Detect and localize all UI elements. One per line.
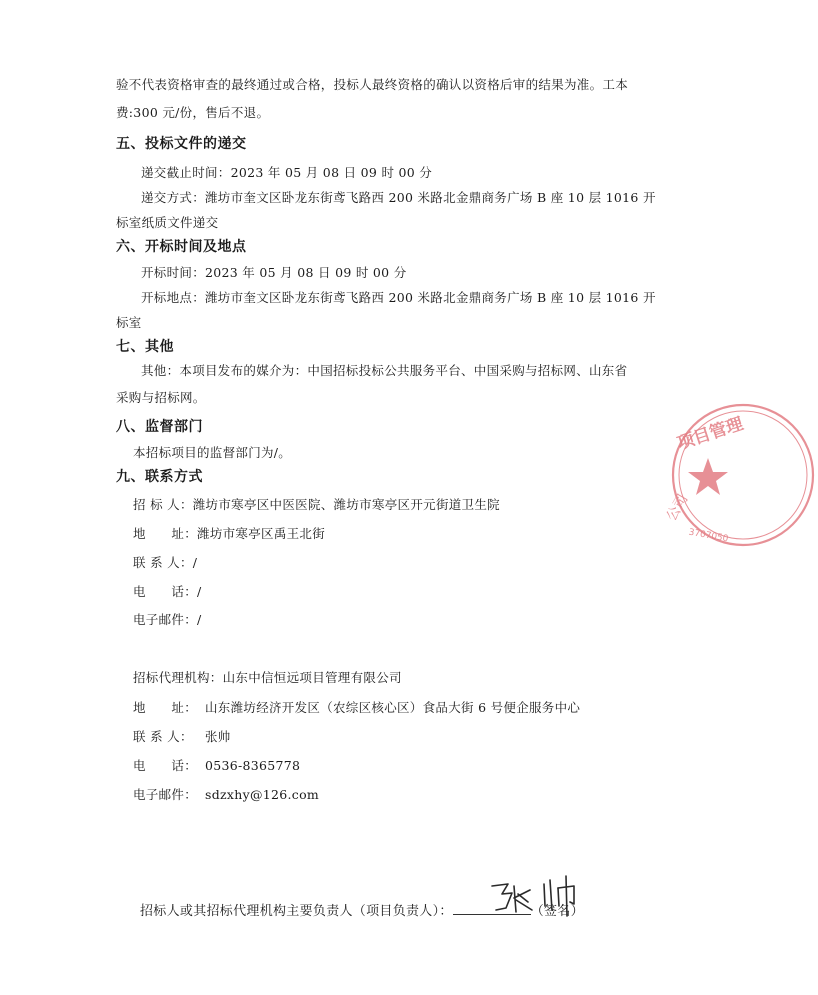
handwritten-signature: [488, 872, 588, 922]
official-seal: [663, 400, 818, 550]
agency-email-row: [133, 787, 319, 803]
section-heading-supervision: 八、监督部门: [116, 419, 203, 435]
agency-phone-row: [133, 758, 300, 774]
tenderer-name-row: [133, 497, 500, 513]
svg-text:3707050: 3707050: [687, 527, 730, 545]
section-heading-other: 七、其他: [116, 339, 174, 355]
tenderer-address-row: [133, 526, 325, 542]
tenderer-phone-value: /: [197, 584, 202, 599]
agency-address-value: 山东潍坊经济开发区（农综区核心区）食品大街 6 号便企服务中心: [205, 700, 581, 715]
agency-name-value: 山东中信恒远项目管理有限公司: [222, 670, 402, 685]
tenderer-contact-row: [133, 555, 197, 571]
submission-method-line-2: 标室纸质文件递交: [116, 215, 219, 230]
agency-contact-label: 联 系 人：: [133, 729, 193, 744]
opening-place-line-1: 开标地点：潍坊市奎文区卧龙东街鸢飞路西 200 米路北金鼎商务广场 B 座 10 层 1016 开: [141, 290, 656, 305]
supervision-line: 本招标项目的监督部门为/。: [133, 445, 292, 460]
agency-name-row: [133, 670, 402, 686]
tenderer-address-label: 地 址：: [133, 526, 198, 541]
signature-label: 招标人或其招标代理机构主要负责人（项目负责人）：: [140, 904, 453, 919]
tenderer-email-label: 电子邮件：: [133, 612, 198, 627]
other-line-1: 其他：本项目发布的媒介为：中国招标投标公共服务平台、中国采购与招标网、山东省: [141, 363, 628, 378]
section-heading-submission: 五、投标文件的递交: [116, 136, 247, 152]
tenderer-contact-label: 联 系 人：: [133, 555, 193, 570]
tenderer-phone-row: [133, 584, 202, 600]
agency-contact-value: 张帅: [205, 729, 231, 744]
intro-line-1: 验不代表资格审查的最终通过或合格，投标人最终资格的确认以资格后审的结果为准。工本: [116, 77, 629, 92]
svg-text:公司: 公司: [663, 491, 692, 524]
tenderer-contact-value: /: [192, 555, 198, 570]
agency-phone-label: 电 话：: [133, 758, 198, 773]
tenderer-email-value: /: [197, 612, 202, 627]
agency-email-value: sdzxhy@126.com: [205, 787, 320, 802]
tenderer-name-value: 潍坊市寒亭区中医医院、潍坊市寒亭区开元街道卫生院: [192, 497, 500, 512]
intro-line-2: 费:300 元/份，售后不退。: [116, 105, 270, 120]
tenderer-phone-label: 电 话：: [133, 584, 198, 599]
signature-suffix: （签名）: [530, 904, 584, 919]
opening-time: 开标时间：2023 年 05 月 08 日 09 时 00 分: [141, 265, 407, 280]
submission-deadline: 递交截止时间：2023 年 05 月 08 日 09 时 00 分: [141, 165, 433, 180]
tenderer-address-value: 潍坊市寒亭区禹王北街: [197, 526, 326, 541]
section-heading-contact: 九、联系方式: [116, 469, 203, 485]
tenderer-email-row: [133, 612, 202, 628]
agency-name-label: 招标代理机构：: [133, 670, 223, 685]
section-heading-opening: 六、开标时间及地点: [116, 239, 247, 255]
opening-place-line-2: 标室: [116, 315, 142, 330]
agency-email-label: 电子邮件：: [133, 787, 198, 802]
agency-address-row: [133, 700, 580, 716]
other-line-2: 采购与招标网。: [116, 390, 206, 405]
tenderer-name-label: 招 标 人：: [133, 497, 193, 512]
svg-text:项目管理: 项目管理: [674, 413, 746, 455]
submission-method-line-1: 递交方式：潍坊市奎文区卧龙东街鸢飞路西 200 米路北金鼎商务广场 B 座 10 层 1016 开: [141, 190, 656, 205]
agency-phone-value: 0536-8365778: [205, 758, 301, 773]
agency-contact-row: [133, 729, 231, 745]
agency-address-label: 地 址：: [133, 700, 198, 715]
